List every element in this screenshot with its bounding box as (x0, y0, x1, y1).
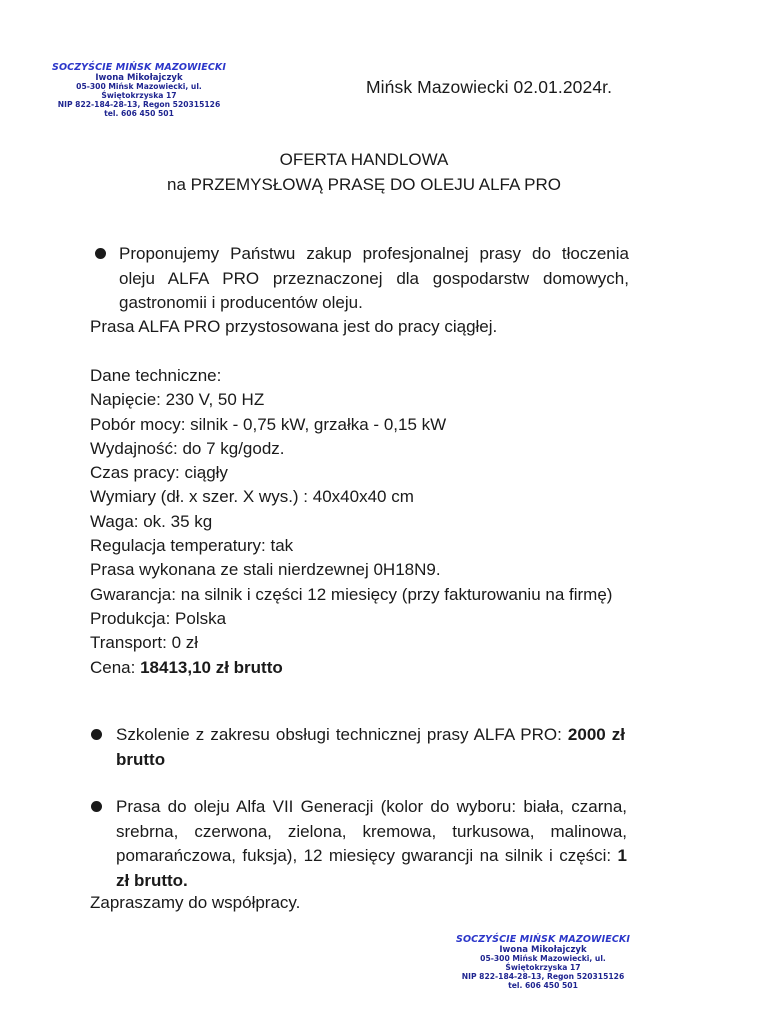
stamp-ids: NIP 822-184-28-13, Regon 520315126 (57, 100, 221, 110)
stamp-owner: Iwona Mikołajczyk (95, 73, 183, 84)
press-gen7-text: Prasa do oleju Alfa VII Generacji (kolor do wyboru: biała, czarna, srebrna, czerwona, zielona, kremowa, turkusowa, malinowa, pomarańczowa, fuksja), 12 miesięcy gwarancji na silnik i części: (116, 797, 627, 865)
spec-production: Produkcja: Polska (90, 608, 227, 628)
spec-capacity: Wydajność: do 7 kg/godz. (90, 438, 285, 458)
stamp-owner: Iwona Mikołajczyk (499, 945, 587, 956)
stamp-company-name: SOCZYŚCIE MIŃSK MAZOWIECKI (456, 934, 630, 945)
stamp-address: 05-300 Mińsk Mazowiecki, ul. Świętokrzyska 17 (76, 82, 202, 101)
stamp-ids: NIP 822-184-28-13, Regon 520315126 (461, 972, 625, 982)
technical-specs (90, 364, 630, 680)
stamp-address: 05-300 Mińsk Mazowiecki, ul. Świętokrzyska 17 (480, 954, 606, 973)
intro-continuation: Prasa ALFA PRO przystosowana jest do pracy ciągłej. (90, 317, 498, 336)
spec-voltage: Napięcie: 230 V, 50 HZ (90, 390, 265, 410)
training-price: 2000 zł brutto (116, 725, 625, 769)
price-label: Cena: (90, 657, 141, 677)
press-gen7-bullet (116, 795, 627, 893)
bullet-dot-icon (95, 248, 106, 259)
place-date: Mińsk Mazowiecki 02.01.2024r. (366, 77, 613, 97)
spec-transport: Transport: 0 zł (90, 633, 199, 653)
price-value: 18413,10 zł brutto (140, 657, 283, 677)
stamp-company-name: SOCZYŚCIE MIŃSK MAZOWIECKI (52, 62, 226, 73)
company-stamp-top (46, 62, 232, 119)
offer-title: OFERTA HANDLOWA (279, 150, 449, 169)
closing-line: Zapraszamy do współpracy. (90, 893, 301, 912)
press-gen7-price: 1 zł brutto. (116, 846, 627, 890)
spec-work-time: Czas pracy: ciągły (90, 463, 228, 483)
spec-price (90, 656, 630, 680)
stamp-phone: tel. 606 450 501 (104, 109, 174, 119)
intro-bullet: Proponujemy Państwu zakup profesjonalnej prasy do tłoczenia oleju ALFA PRO przeznaczonej dla gospodarstw domowych, gastronomii i producentów oleju. (119, 244, 629, 312)
spec-temperature: Regulacja temperatury: tak (90, 536, 294, 556)
spec-warranty: Gwarancja: na silnik i części 12 miesięcy (przy fakturowaniu na firmę) (90, 584, 613, 604)
bullet-dot-icon (91, 801, 102, 812)
training-text: Szkolenie z zakresu obsługi technicznej prasy ALFA PRO: (116, 725, 568, 744)
spec-power: Pobór mocy: silnik - 0,75 kW, grzałka - 0,15 kW (90, 414, 447, 434)
company-stamp-bottom (450, 934, 636, 991)
spec-material: Prasa wykonana ze stali nierdzewnej 0H18N9. (90, 560, 441, 580)
stamp-phone: tel. 606 450 501 (508, 981, 578, 991)
bullet-dot-icon (91, 729, 102, 740)
spec-dimensions: Wymiary (dł. x szer. X wys.) : 40x40x40 cm (90, 487, 414, 507)
spec-weight: Waga: ok. 35 kg (90, 511, 213, 531)
specs-heading: Dane techniczne: (90, 366, 222, 385)
offer-subtitle: na PRZEMYSŁOWĄ PRASĘ DO OLEJU ALFA PRO (167, 175, 561, 194)
training-bullet (116, 723, 625, 772)
